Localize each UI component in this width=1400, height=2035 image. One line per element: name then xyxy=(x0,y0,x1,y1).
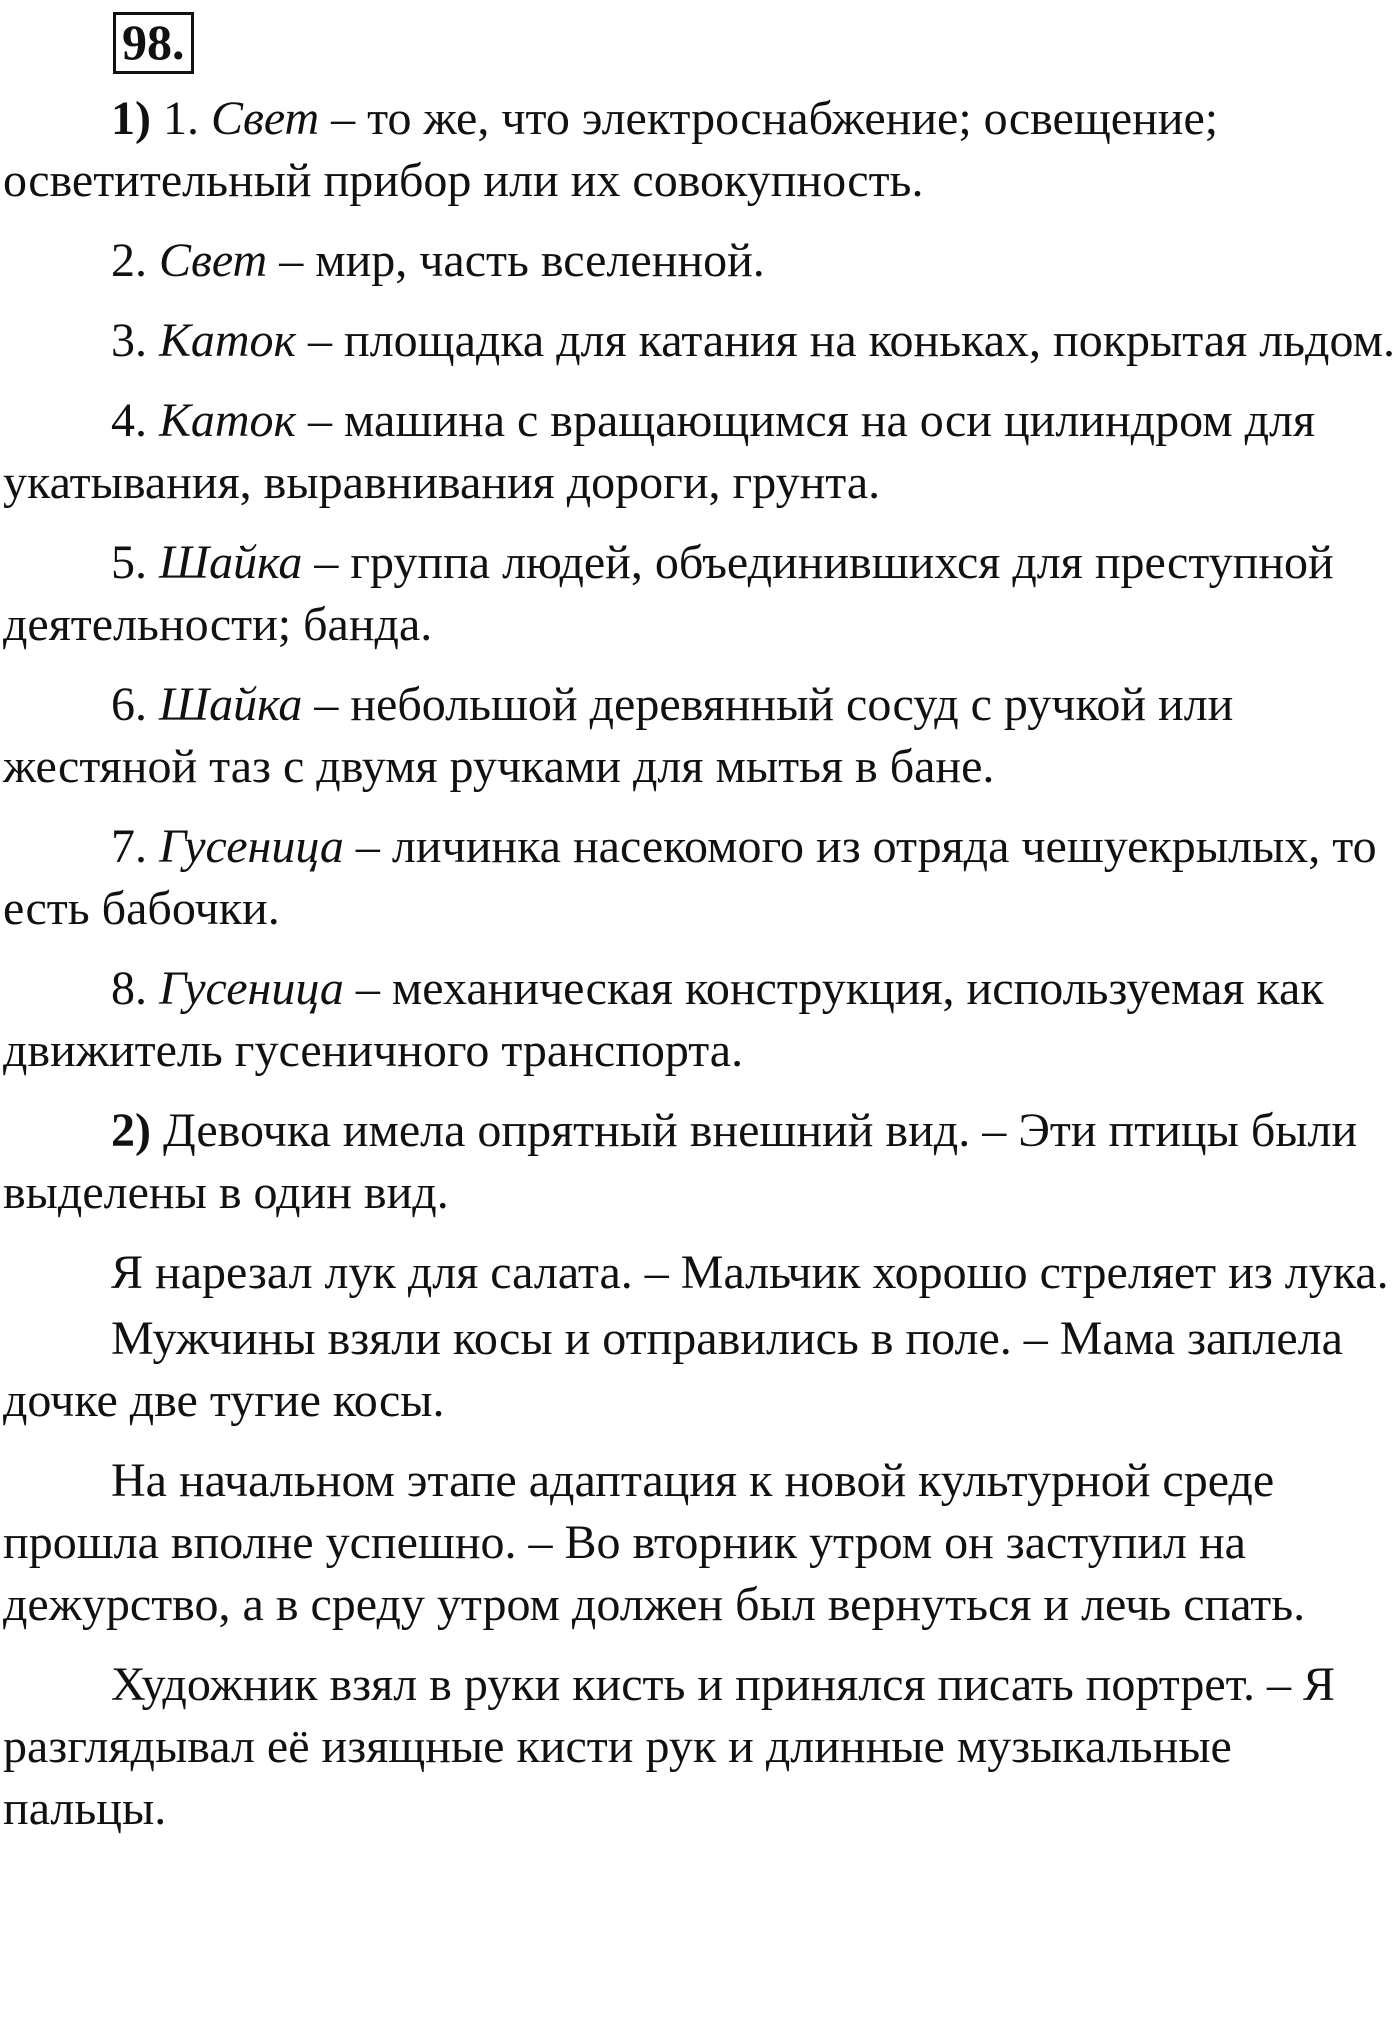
exercise-number: 98. xyxy=(122,14,185,70)
definition-item-2 xyxy=(3,230,1398,292)
sentence-pair-2 xyxy=(3,1242,1398,1304)
term: Шайка xyxy=(159,678,303,731)
sentence-text: Мужчины взяли косы и отправились в поле. – Мама заплела дочке две тугие косы. xyxy=(3,1312,1343,1427)
definition: – площадка для катания на коньках, покрытая льдом. xyxy=(296,314,1395,367)
definition-item-1 xyxy=(3,88,1398,212)
term: Свет xyxy=(159,234,268,287)
item-number: 1. xyxy=(162,92,199,145)
definition-item-3 xyxy=(3,310,1398,372)
definition: – мир, часть вселенной. xyxy=(267,234,765,287)
definition: – личинка насекомого из отряда чешуекрылых, то есть бабочки. xyxy=(3,820,1377,935)
item-number: 3. xyxy=(111,314,147,367)
part1-label: 1) xyxy=(111,92,151,145)
sentence-text: На начальном этапе адаптация к новой культурной среде прошла вполне успешно. – Во вторник утром он заступил на дежурство, а в среду утром должен был вернуться и лечь спать. xyxy=(3,1454,1306,1631)
item-number: 2. xyxy=(111,234,147,287)
sentence-pair-1 xyxy=(3,1100,1398,1224)
exercise-number-box xyxy=(113,12,194,74)
definition-item-4 xyxy=(3,390,1398,514)
sentence-pair-5 xyxy=(3,1654,1398,1840)
term: Гусеница xyxy=(159,820,344,873)
definition-item-7 xyxy=(3,816,1398,940)
term: Свет xyxy=(210,92,320,145)
item-number: 4. xyxy=(111,394,147,447)
sentence-pair-3 xyxy=(3,1308,1398,1432)
definition-item-5 xyxy=(3,532,1398,656)
part2-label: 2) xyxy=(111,1104,151,1157)
definition-item-6 xyxy=(3,674,1398,798)
sentence-pair-4 xyxy=(3,1450,1398,1636)
definition: – то же, что электроснабжение; освещение; осветительный прибор или их совокупность. xyxy=(3,92,1219,207)
definition-item-8 xyxy=(3,958,1398,1082)
definition: – машина с вращающимся на оси цилиндром для укатывания, выравнивания дороги, грунта. xyxy=(3,394,1316,509)
term: Каток xyxy=(159,314,296,367)
item-number: 8. xyxy=(111,962,147,1015)
definition: – небольшой деревянный сосуд с ручкой или жестяной таз с двумя ручками для мытья в бане. xyxy=(3,678,1234,793)
definition: – группа людей, объединившихся для преступной деятельности; банда. xyxy=(3,536,1334,651)
term: Каток xyxy=(159,394,296,447)
item-number: 5. xyxy=(111,536,147,589)
term: Гусеница xyxy=(159,962,344,1015)
term: Шайка xyxy=(159,536,303,589)
sentence-text: Девочка имела опрятный внешний вид. – Эти птицы были выделены в один вид. xyxy=(3,1104,1358,1219)
sentence-text: Я нарезал лук для салата. – Мальчик хорошо стреляет из лука. xyxy=(111,1246,1389,1299)
definition: – механическая конструкция, используемая как движитель гусеничного транспорта. xyxy=(3,962,1324,1077)
item-number: 7. xyxy=(111,820,147,873)
item-number: 6. xyxy=(111,678,147,731)
sentence-text: Художник взял в руки кисть и принялся писать портрет. – Я разглядывал её изящные кисти рук и длинные музыкальные пальцы. xyxy=(3,1658,1336,1835)
